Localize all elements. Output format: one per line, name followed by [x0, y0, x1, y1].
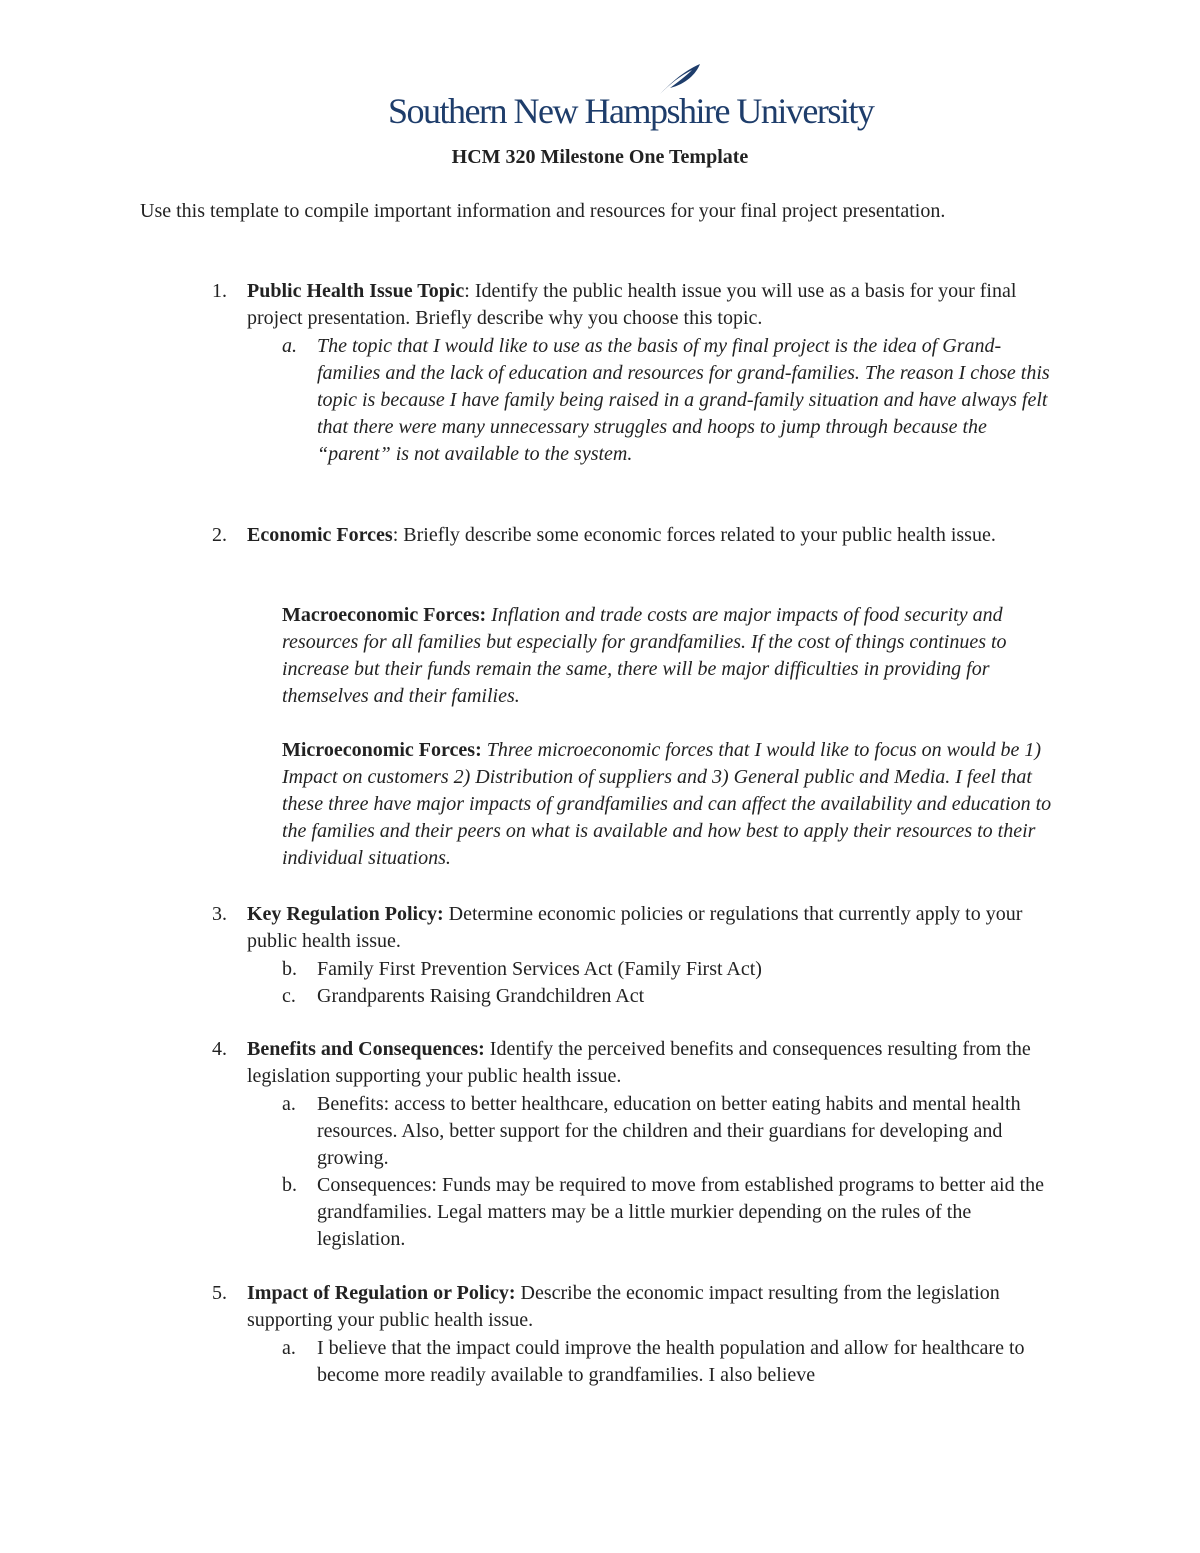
- answer-marker: a.: [282, 335, 297, 357]
- item-prompt-text: : Briefly describe some economic forces related to your public health issue.: [392, 524, 996, 546]
- item-number: 5.: [212, 1282, 227, 1304]
- micro-text: Three microeconomic forces that I would like to focus on would be 1) Impact on customers 2) Distribution of suppliers and 3) General public and Media. I feel that these three have major impacts of grandfamilies and can affect the availability and education to the families and their peers on what is available and how best to apply their resources to their individual situations.: [282, 739, 1052, 869]
- item-prompt: [247, 522, 1062, 549]
- macro-label: Macroeconomic Forces:: [282, 604, 487, 626]
- item-heading: Key Regulation Policy:: [247, 903, 444, 925]
- item-prompt: [247, 1280, 1062, 1334]
- item-number: 1.: [212, 280, 227, 302]
- answer-marker: b.: [282, 1174, 297, 1196]
- item-prompt: [247, 278, 1062, 332]
- microeconomic-paragraph: [282, 737, 1062, 872]
- item-heading: Economic Forces: [247, 524, 393, 546]
- feather-icon: [656, 62, 702, 96]
- macro-text: Inflation and trade costs are major impacts of food security and resources for all families but especially for grandfamilies. If the cost of things continues to increase but their funds remain the same, there will be major difficulties in providing for themselves and their families.: [282, 604, 1007, 707]
- logo-text: Southern New Hampshire University: [388, 91, 874, 131]
- page-title: HCM 320 Milestone One Template: [451, 146, 749, 168]
- answer-marker: a.: [282, 1093, 296, 1115]
- answer-text: The topic that I would like to use as the basis of my final project is the idea of Grand-families and the lack of education and resources for grand-families. The reason I chose this topic is because I have family being raised in a grand-family situation and have always felt that there were many unnecessary struggles and hoops to jump through because the “parent” is not available to the system.: [317, 335, 1050, 465]
- answer-text: Family First Prevention Services Act (Family First Act): [317, 958, 762, 980]
- macroeconomic-paragraph: [282, 602, 1062, 710]
- answer-marker: a.: [282, 1337, 296, 1359]
- item-number: 2.: [212, 524, 227, 546]
- answer-text: I believe that the impact could improve the health population and allow for healthcare to become more readily available to grandfamilies. I also believe: [317, 1337, 1025, 1386]
- answer-marker: c.: [282, 985, 296, 1007]
- item-prompt: [247, 901, 1062, 955]
- intro-text: Use this template to compile important information and resources for your final project presentation.: [140, 200, 946, 222]
- item-prompt-text: Describe the economic impact resulting from the legislation supporting your public health issue.: [247, 1282, 1000, 1331]
- item-heading: Benefits and Consequences:: [247, 1038, 485, 1060]
- item-number: 3.: [212, 903, 227, 925]
- item-prompt-text: : Identify the public health issue you will use as a basis for your final project presentation. Briefly describe why you choose this topic.: [247, 280, 1017, 329]
- item-heading: Impact of Regulation or Policy:: [247, 1282, 516, 1304]
- answer-text: Consequences: Funds may be required to move from established programs to better aid the grandfamilies. Legal matters may be a little murkier depending on the rules of the legislation.: [317, 1174, 1045, 1250]
- item-heading: Public Health Issue Topic: [247, 280, 465, 302]
- answer-text: Grandparents Raising Grandchildren Act: [317, 985, 645, 1007]
- micro-label: Microeconomic Forces:: [282, 739, 482, 761]
- item-number: 4.: [212, 1038, 227, 1060]
- item-prompt-text: Identify the perceived benefits and consequences resulting from the legislation supporting your public health issue.: [247, 1038, 1031, 1087]
- item-prompt: [247, 1036, 1062, 1090]
- university-logo: [388, 62, 874, 138]
- answer-text: Benefits: access to better healthcare, education on better eating habits and mental health resources. Also, better support for the children and their guardians for developing and growing.: [317, 1093, 1021, 1169]
- answer-marker: b.: [282, 958, 297, 980]
- item-prompt-text: Determine economic policies or regulations that currently apply to your public health issue.: [247, 903, 1023, 952]
